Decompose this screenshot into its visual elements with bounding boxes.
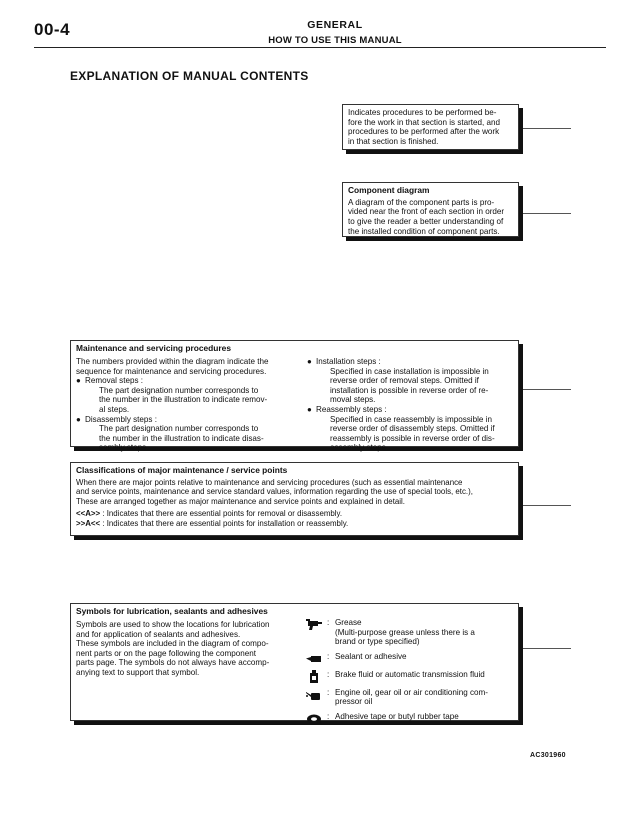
- symbol-label: Adhesive tape or butyl rubber tape: [335, 711, 459, 721]
- maintenance-title: Maintenance and servicing procedures: [76, 343, 231, 353]
- install-point-text: : Indicates that there are essential points for installation or reassembly.: [102, 518, 349, 528]
- installation-steps-label: Installation steps :: [316, 357, 381, 366]
- leader-line: [523, 128, 571, 129]
- symbol-row-sealant: : Sealant or adhesive: [305, 652, 517, 665]
- maintenance-procedures-box: [70, 340, 519, 453]
- symbol-label: Sealant or adhesive: [335, 651, 407, 661]
- classifications-box: [70, 462, 519, 536]
- classifications-text: When there are major points relative to maintenance and servicing procedures (such as essential maintenance and service points, maintenance and service standard values, information regarding the use of special tools, etc.), These are arranged together as major maintenance and service points and explained in detail.: [76, 477, 473, 507]
- subsection-title: HOW TO USE THIS MANUAL: [268, 35, 402, 46]
- page-title: EXPLANATION OF MANUAL CONTENTS: [70, 69, 309, 83]
- installation-steps-item: [307, 357, 517, 367]
- removal-steps-label: Removal steps :: [85, 376, 144, 386]
- symbols-title: Symbols for lubrication, sealants and adhesives: [76, 606, 268, 616]
- symbol-label: Grease (Multi-purpose grease unless there is a brand or type specified): [335, 618, 475, 647]
- symbols-text: Symbols are used to show the locations for lubrication and for application of sealants and adhesives. These symbols are included in the diagram of compo- nent parts or on the page following the component parts page. The symbols do not always have accomp- anying text to support that symbol.: [76, 620, 270, 677]
- component-diagram-box: [342, 182, 519, 237]
- removal-steps-item: [76, 376, 304, 386]
- disassembly-steps-label: Disassembly steps :: [85, 414, 157, 424]
- page-number: 00-4: [34, 20, 71, 39]
- install-point-code: >>A<<: [76, 518, 101, 528]
- removal-point-code: <<A>>: [76, 508, 101, 518]
- symbols-list: [305, 618, 517, 730]
- disassembly-steps-text: The part designation number corresponds to the number in the illustration to indicate disas- sembly steps.: [99, 424, 264, 453]
- reassembly-steps-item: [307, 405, 517, 415]
- symbol-label: Engine oil, gear oil or air conditioning com- pressor oil: [335, 687, 488, 707]
- brake-fluid-bottle-icon: [305, 670, 323, 683]
- component-diagram-text: A diagram of the component parts is pro- vided near the front of each section in order to give the reader a better understanding of the installed condition of component parts.: [348, 197, 505, 236]
- reassembly-steps-text: Specified in case reassembly is impossible in reverse order of disassembly steps. Omitted if reassembly is possible in reverse order of dis- assembly steps.: [330, 414, 495, 453]
- grease-gun-icon: [305, 618, 323, 631]
- classifications-title: Classifications of major maintenance / service points: [76, 465, 288, 475]
- installation-steps-text: Specified in case installation is impossible in reverse order of removal steps. Omitted if installation is possible in reverse order of re- moval steps.: [330, 366, 489, 405]
- figure-code: AC301960: [530, 752, 566, 759]
- leader-line: [523, 505, 571, 506]
- work-order-text: Indicates procedures to be performed be- fore the work in that section is started, and procedures to be performed after the work in that section is finished.: [348, 108, 501, 147]
- symbol-row-tape: : Adhesive tape or butyl rubber tape: [305, 712, 517, 725]
- reassembly-steps-label: Reassembly steps :: [316, 404, 387, 414]
- symbol-row-brake-fluid: : Brake fluid or automatic transmission fluid: [305, 670, 517, 683]
- leader-line: [523, 648, 571, 649]
- symbol-row-oil: : Engine oil, gear oil or air conditioning com- pressor oil: [305, 688, 517, 707]
- maintenance-intro: The numbers provided within the diagram indicate the sequence for maintenance and servicing procedures.: [76, 357, 269, 376]
- install-point-row: [76, 519, 513, 529]
- header-rule: [34, 47, 606, 48]
- symbols-box: [70, 603, 519, 721]
- work-order-box: [342, 104, 519, 150]
- section-title: GENERAL: [307, 19, 363, 31]
- symbol-row-grease: : Grease (Multi-purpose grease unless there is a brand or type specified): [305, 618, 517, 647]
- removal-point-row: [76, 509, 513, 519]
- component-diagram-title: Component diagram: [348, 185, 430, 195]
- symbol-label: Brake fluid or automatic transmission fluid: [335, 669, 485, 679]
- sealant-tube-icon: [305, 652, 323, 665]
- bullet-icon: ●: [76, 414, 81, 424]
- bullet-icon: ●: [76, 376, 81, 386]
- leader-line: [523, 389, 571, 390]
- disassembly-steps-item: [76, 415, 304, 425]
- tape-roll-icon: [305, 712, 323, 725]
- leader-line: [523, 213, 571, 214]
- bullet-icon: ●: [307, 357, 312, 366]
- oil-can-icon: [305, 688, 323, 701]
- bullet-icon: ●: [307, 404, 312, 414]
- removal-steps-text: The part designation number corresponds to the number in the illustration to indicate remov- al steps.: [99, 385, 268, 414]
- removal-point-text: : Indicates that there are essential points for removal or disassembly.: [102, 508, 343, 518]
